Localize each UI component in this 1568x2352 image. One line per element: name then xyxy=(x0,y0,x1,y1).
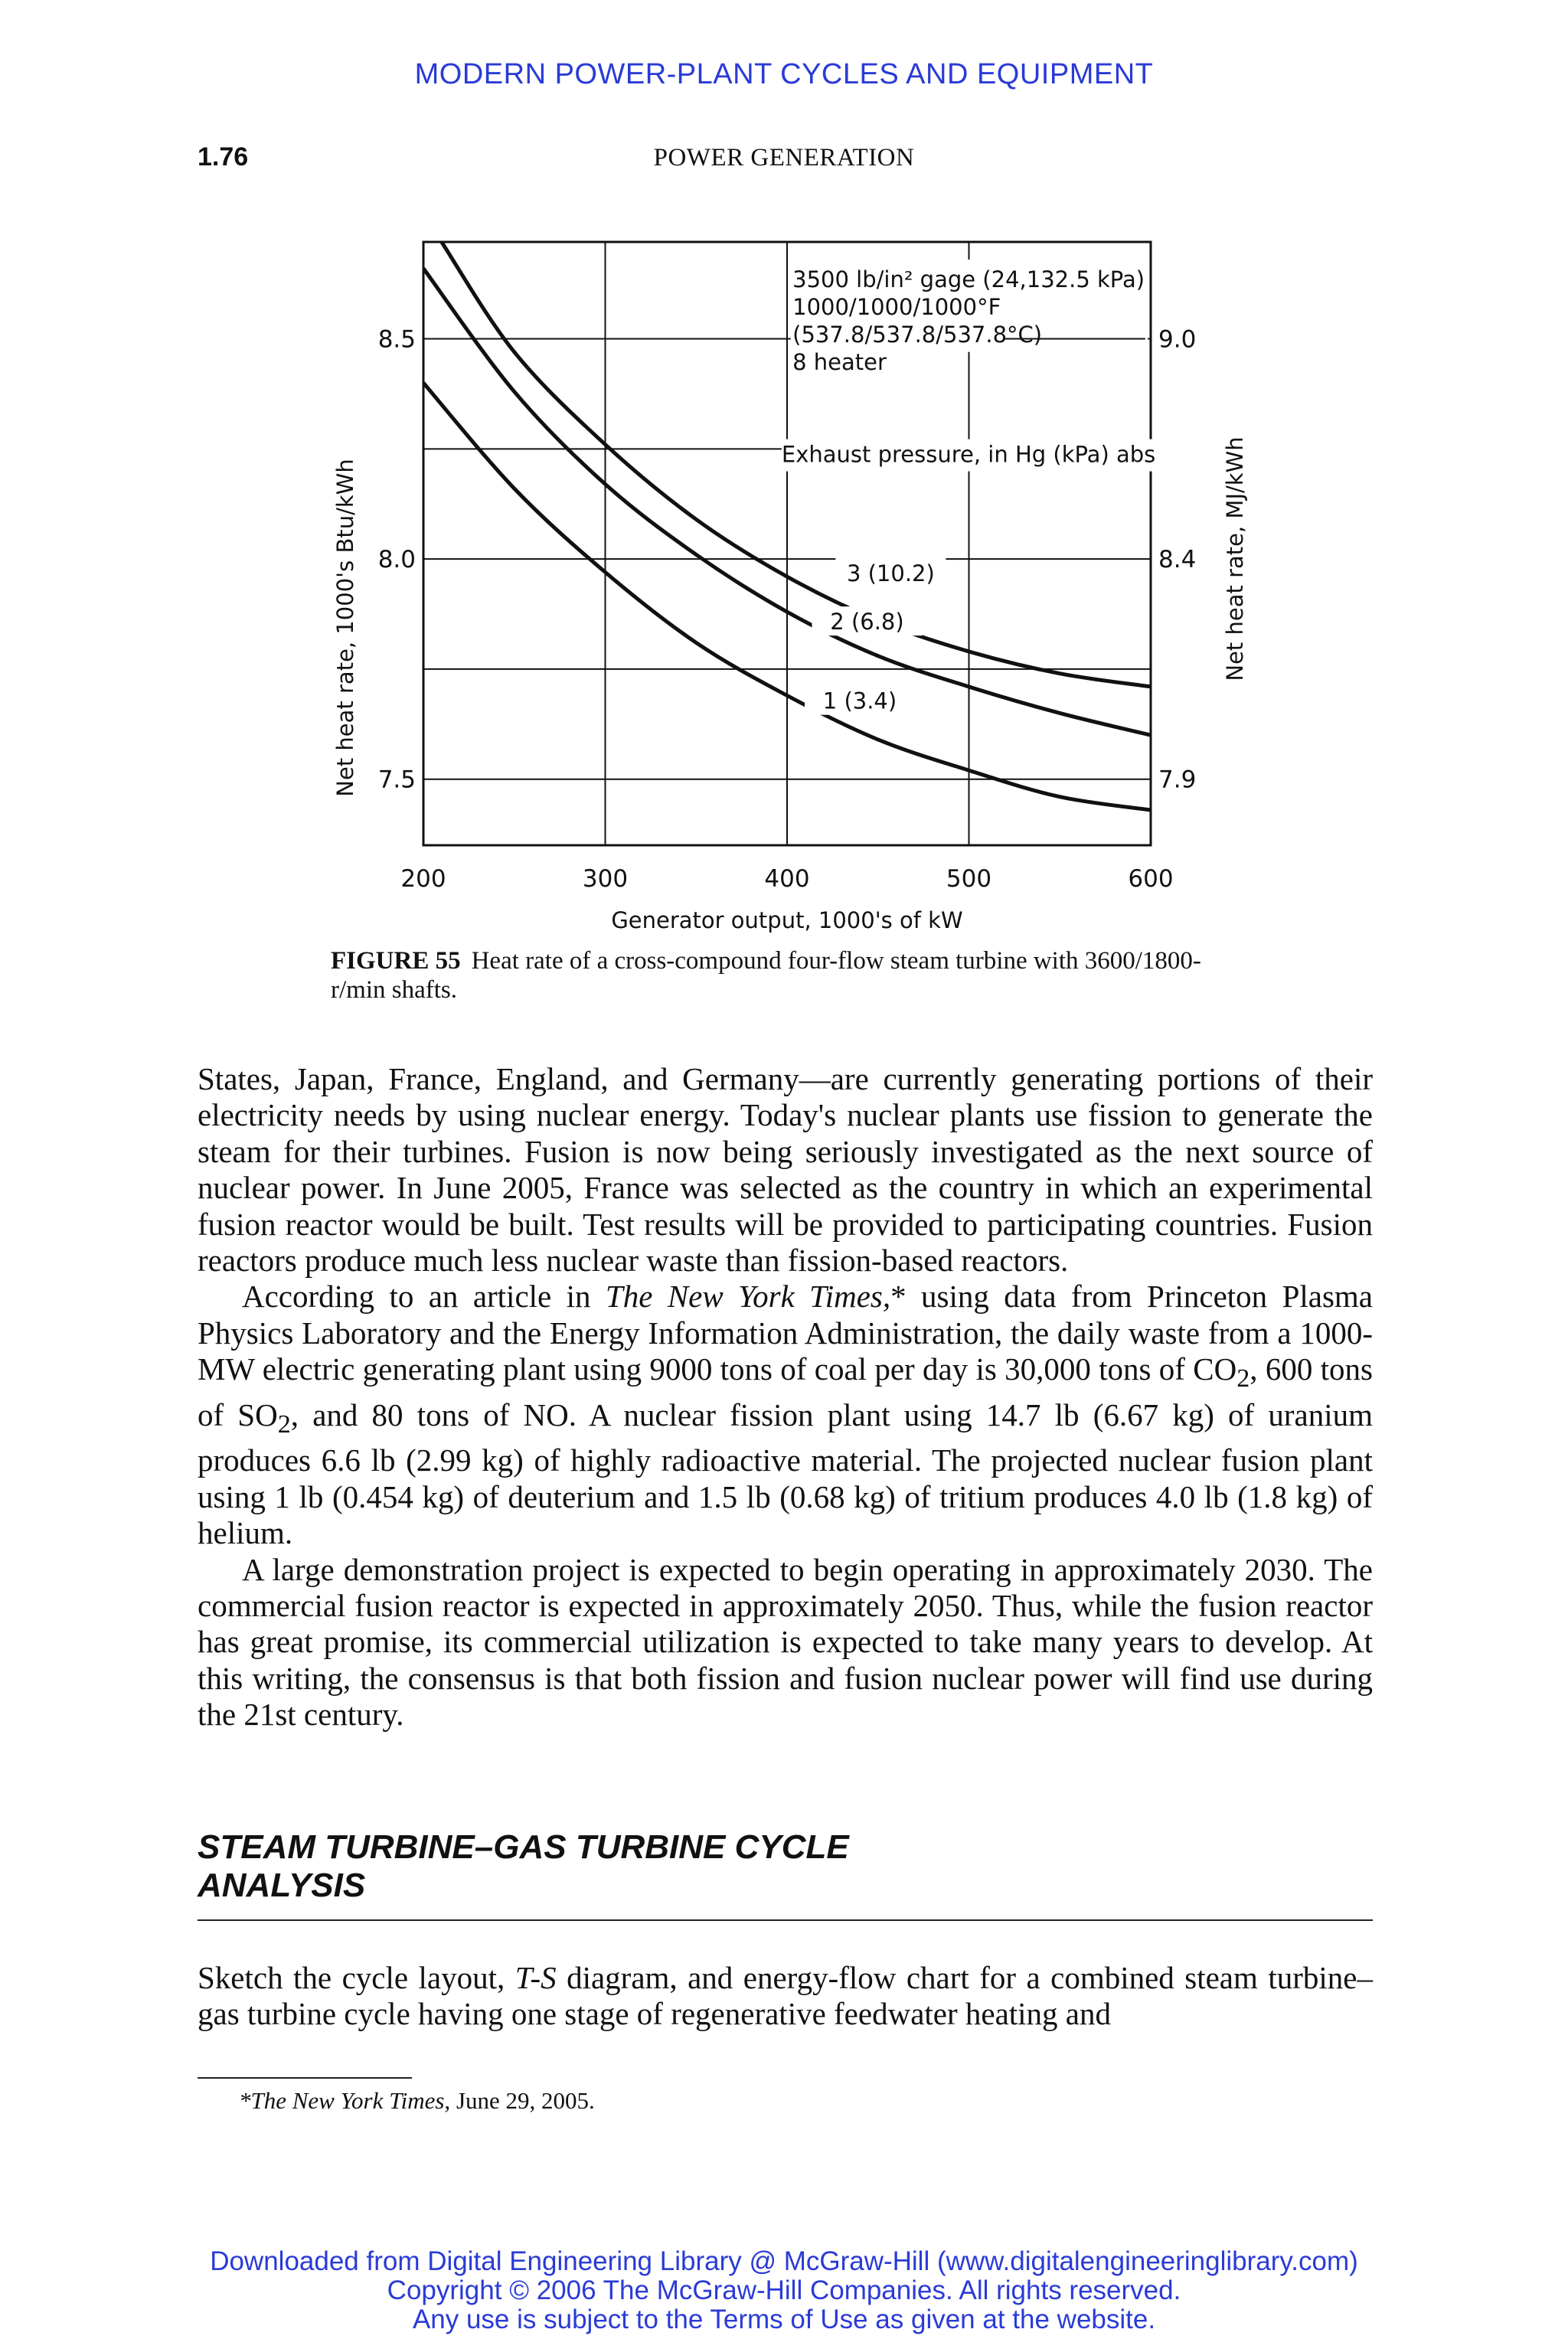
y-tick-label: 8.0 xyxy=(377,546,416,574)
x-tick-label: 600 xyxy=(1128,865,1174,893)
annotation-line: (537.8/537.8/537.8°C) xyxy=(792,322,1043,348)
annotation-line: 3500 lb/in² gage (24,132.5 kPa) xyxy=(792,266,1145,293)
section-divider xyxy=(198,1919,1373,1921)
y-axis-label: Net heat rate, 1000's Btu/kWh xyxy=(332,459,358,797)
x-tick-label: 500 xyxy=(946,865,992,893)
y2-tick-label: 7.9 xyxy=(1158,766,1197,794)
header-link[interactable]: MODERN POWER-PLANT CYCLES AND EQUIPMENT xyxy=(414,58,1154,90)
section-text: Sketch the cycle layout, T-S diagram, and energy-flow chart for a combined steam turbine–gas turbine cycle having one stage of regenerative feedwater heating and xyxy=(198,1960,1373,2032)
heat-rate-chart xyxy=(0,0,1568,942)
series-label: 3 (10.2) xyxy=(846,560,935,586)
figure-caption-text: Heat rate of a cross-compound four-flow steam turbine with 3600/1800-r/min shafts. xyxy=(331,947,1201,1004)
annotation-line: 1000/1000/1000°F xyxy=(792,294,1001,321)
paragraph-1: States, Japan, France, England, and Germany—are currently generating portions of their electricity needs by using nuclear energy. Today's nuclear plants use fission to generate the steam for their turbines. Fusion is now being seriously investigated as the next source of nuclear power. In June 2005, France was selected as the country in which an experimental fusion reactor would be built. Test results will be provided to participating countries. Fusion reactors produce much less nuclear waste than fission-based reactors. xyxy=(198,1061,1373,1279)
footer[interactable] xyxy=(0,2247,1568,2334)
annotation-line: 8 heater xyxy=(792,349,887,376)
x-tick-label: 200 xyxy=(400,865,446,893)
paragraph-2: According to an article in The New York Times,* using data from Princeton Plasma Physics Laboratory and the Energy Information Administration, the daily waste from a 1000-MW electric generating plant using 9000 tons of coal per day is 30,000 tons of $CO_2$, 600 tons of $SO_2$, and 80 tons of NO. A nuclear fission plant using 14.7 lb (6.67 kg) of uranium produces 6.6 lb (2.99 kg) of highly radioactive material. The projected nuclear fusion plant using 1 lb (0.454 kg) of deuterium and 1.5 lb (0.68 kg) of tritium produces 4.0 lb (1.8 kg) of helium. xyxy=(198,1279,1374,1551)
figure-label: FIGURE 55 xyxy=(331,947,461,975)
running-head: POWER GENERATION xyxy=(653,144,915,172)
y-tick-label: 8.5 xyxy=(377,325,416,354)
section-heading xyxy=(198,1828,1373,1905)
page-number: 1.76 xyxy=(198,142,249,172)
y2-tick-label: 8.4 xyxy=(1158,546,1197,574)
series-label: 2 (6.8) xyxy=(830,609,904,635)
figure-caption xyxy=(331,946,1250,1004)
paragraph-3: A large demonstration project is expected to begin operating in approximately 2030. The commercial fusion reactor is expected in approximately 2050. Thus, while the fusion reactor has great promise, its commercial utilization is expected to take many years to develop. At this writing, the consensus is that both fission and fusion nuclear power will find use during the 21st century. xyxy=(198,1551,1373,1733)
series-label: 1 (3.4) xyxy=(822,688,897,714)
y-tick-label: 7.5 xyxy=(377,766,416,794)
nyt-reference: The New York Times, xyxy=(605,1279,891,1315)
x-tick-label: 400 xyxy=(764,865,810,893)
footer-line-3: Any use is subject to the Terms of Use as given at the website. xyxy=(412,2305,1156,2334)
y2-axis-label: Net heat rate, MJ/kWh xyxy=(1222,436,1248,681)
y2-tick-label: 9.0 xyxy=(1158,325,1197,354)
section-heading-line-2: ANALYSIS xyxy=(198,1867,366,1904)
body-text xyxy=(198,1061,1373,1733)
footnote-divider xyxy=(198,2077,412,2079)
section-heading-line-1: STEAM TURBINE–GAS TURBINE CYCLE xyxy=(198,1828,849,1866)
x-tick-label: 300 xyxy=(582,865,629,893)
x-axis-label: Generator output, 1000's of kW xyxy=(611,907,963,933)
footer-line-1[interactable]: Downloaded from Digital Engineering Library @ McGraw-Hill (www.digitalengineeringlibrary.com) xyxy=(210,2246,1358,2276)
footnote: *The New York Times, June 29, 2005. xyxy=(239,2087,595,2114)
footer-line-2: Copyright © 2006 The McGraw-Hill Companies. All rights reserved. xyxy=(387,2275,1181,2305)
legend-title: Exhaust pressure, in Hg (kPa) abs xyxy=(781,441,1156,468)
